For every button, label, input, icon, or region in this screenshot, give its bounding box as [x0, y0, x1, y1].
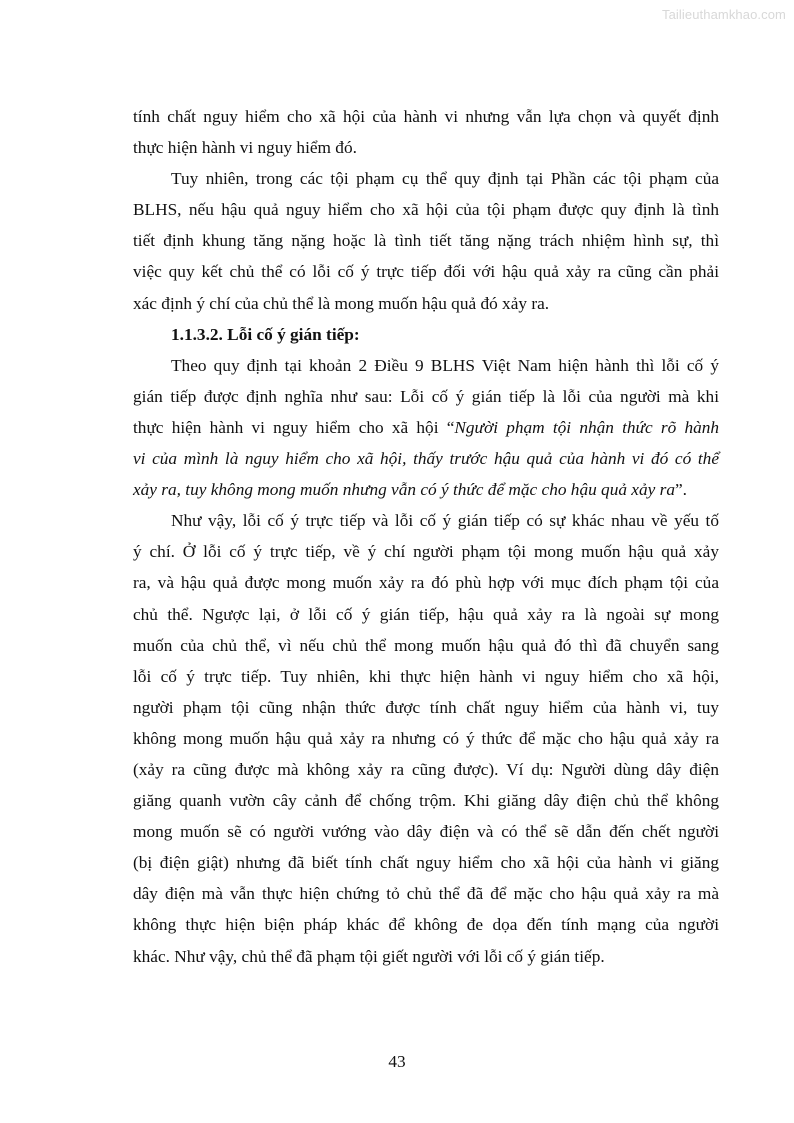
text-line: ra, và hậu quả được mong muốn xảy ra đó phù hợp với mục đích phạm tội của: [133, 573, 719, 593]
text-line: (bị điện giật) nhưng đã biết tính chất nguy hiểm cho xã hội của hành vi giăng: [133, 853, 719, 873]
text-line: thực hiện hành vi nguy hiểm đó.: [133, 138, 357, 158]
text-line: Theo quy định tại khoản 2 Điều 9 BLHS Việt Nam hiện hành thì lỗi cố ý: [171, 355, 719, 375]
section-heading: [133, 319, 719, 350]
text-line: (xảy ra cũng được mà không xảy ra cũng được). Ví dụ: Người dùng dây điện: [133, 759, 719, 779]
text-line: mong muốn sẽ có người vướng vào dây điện và có thể sẽ dẫn đến chết người: [133, 822, 719, 842]
text-line: muốn của chủ thể, vì nếu chủ thể mong muốn hậu quả đó thì đã chuyển sang: [133, 635, 719, 655]
text-line: không thực hiện biện pháp khác để không đe dọa đến tính mạng của người: [133, 915, 719, 935]
paragraph: [133, 101, 719, 163]
text-line: tiết định khung tăng nặng hoặc là tình tiết tăng nặng trách nhiệm hình sự, thì: [133, 231, 719, 251]
text-line: Như vậy, lỗi cố ý trực tiếp và lỗi cố ý gián tiếp có sự khác nhau về yếu tố: [171, 511, 719, 531]
text-line: khác. Như vậy, chủ thể đã phạm tội giết người với lỗi cố ý gián tiếp.: [133, 946, 605, 966]
text-line: xác định ý chí của chủ thể là mong muốn hậu quả đó xảy ra.: [133, 293, 550, 313]
quoted-definition: Người phạm tội nhận thức rõ hành: [454, 417, 720, 437]
text-line: ý chí. Ở lỗi cố ý trực tiếp, về ý chí người phạm tội mong muốn hậu quả xảy: [133, 542, 719, 562]
page-number: 43: [388, 1052, 406, 1071]
text-line: [133, 412, 719, 443]
text-segment: thực hiện hành vi nguy hiểm cho xã hội “: [133, 417, 455, 437]
text-line: BLHS, nếu hậu quả nguy hiểm cho xã hội của tội phạm được quy định là tình: [133, 200, 719, 220]
text-line: chủ thể. Ngược lại, ở lỗi cố ý gián tiếp, hậu quả xảy ra là ngoài sự mong: [133, 604, 719, 624]
text-line: [133, 474, 719, 505]
quoted-definition: vi của mình là nguy hiểm cho xã hội, thấy trước hậu quả của hành vi đó có thể: [133, 449, 719, 469]
text-line: người phạm tội cũng nhận thức được tính chất nguy hiểm của hành vi, tuy: [133, 697, 719, 717]
document-body: [133, 101, 719, 972]
text-line: giăng quanh vườn cây cảnh để chống trộm. Khi giăng dây điện chủ thể không: [133, 791, 719, 811]
text-line: việc quy kết chủ thể có lỗi cố ý trực tiếp đối với hậu quả xảy ra cũng cần phải: [133, 262, 719, 282]
text-line: tính chất nguy hiểm cho xã hội của hành vi nhưng vẫn lựa chọn và quyết định: [133, 107, 719, 126]
paragraph: [133, 505, 719, 971]
text-line: dây điện mà vẫn thực hiện chứng tỏ chủ thể đã để mặc cho hậu quả xảy ra mà: [133, 884, 719, 904]
text-line: Tuy nhiên, trong các tội phạm cụ thể quy định tại Phần các tội phạm của: [171, 169, 719, 189]
text-segment: ”.: [674, 480, 687, 500]
paragraph: [133, 163, 719, 318]
watermark: Tailieuthamkhao.com: [661, 7, 786, 22]
paragraph: [133, 350, 719, 505]
text-line: không mong muốn hậu quả xảy ra nhưng có ý thức để mặc cho hậu quả xảy ra: [133, 728, 719, 748]
quoted-definition: xảy ra, tuy không mong muốn nhưng vẫn có ý thức để mặc cho hậu quả xảy ra: [133, 480, 675, 500]
text-line: gián tiếp được định nghĩa như sau: Lỗi cố ý gián tiếp là lỗi của người mà khi: [133, 386, 719, 406]
heading-text: 1.1.3.2. Lỗi cố ý gián tiếp:: [171, 324, 360, 344]
text-line: lỗi cố ý trực tiếp. Tuy nhiên, khi thực hiện hành vi nguy hiểm cho xã hội,: [133, 666, 719, 686]
text-line: [133, 443, 719, 474]
